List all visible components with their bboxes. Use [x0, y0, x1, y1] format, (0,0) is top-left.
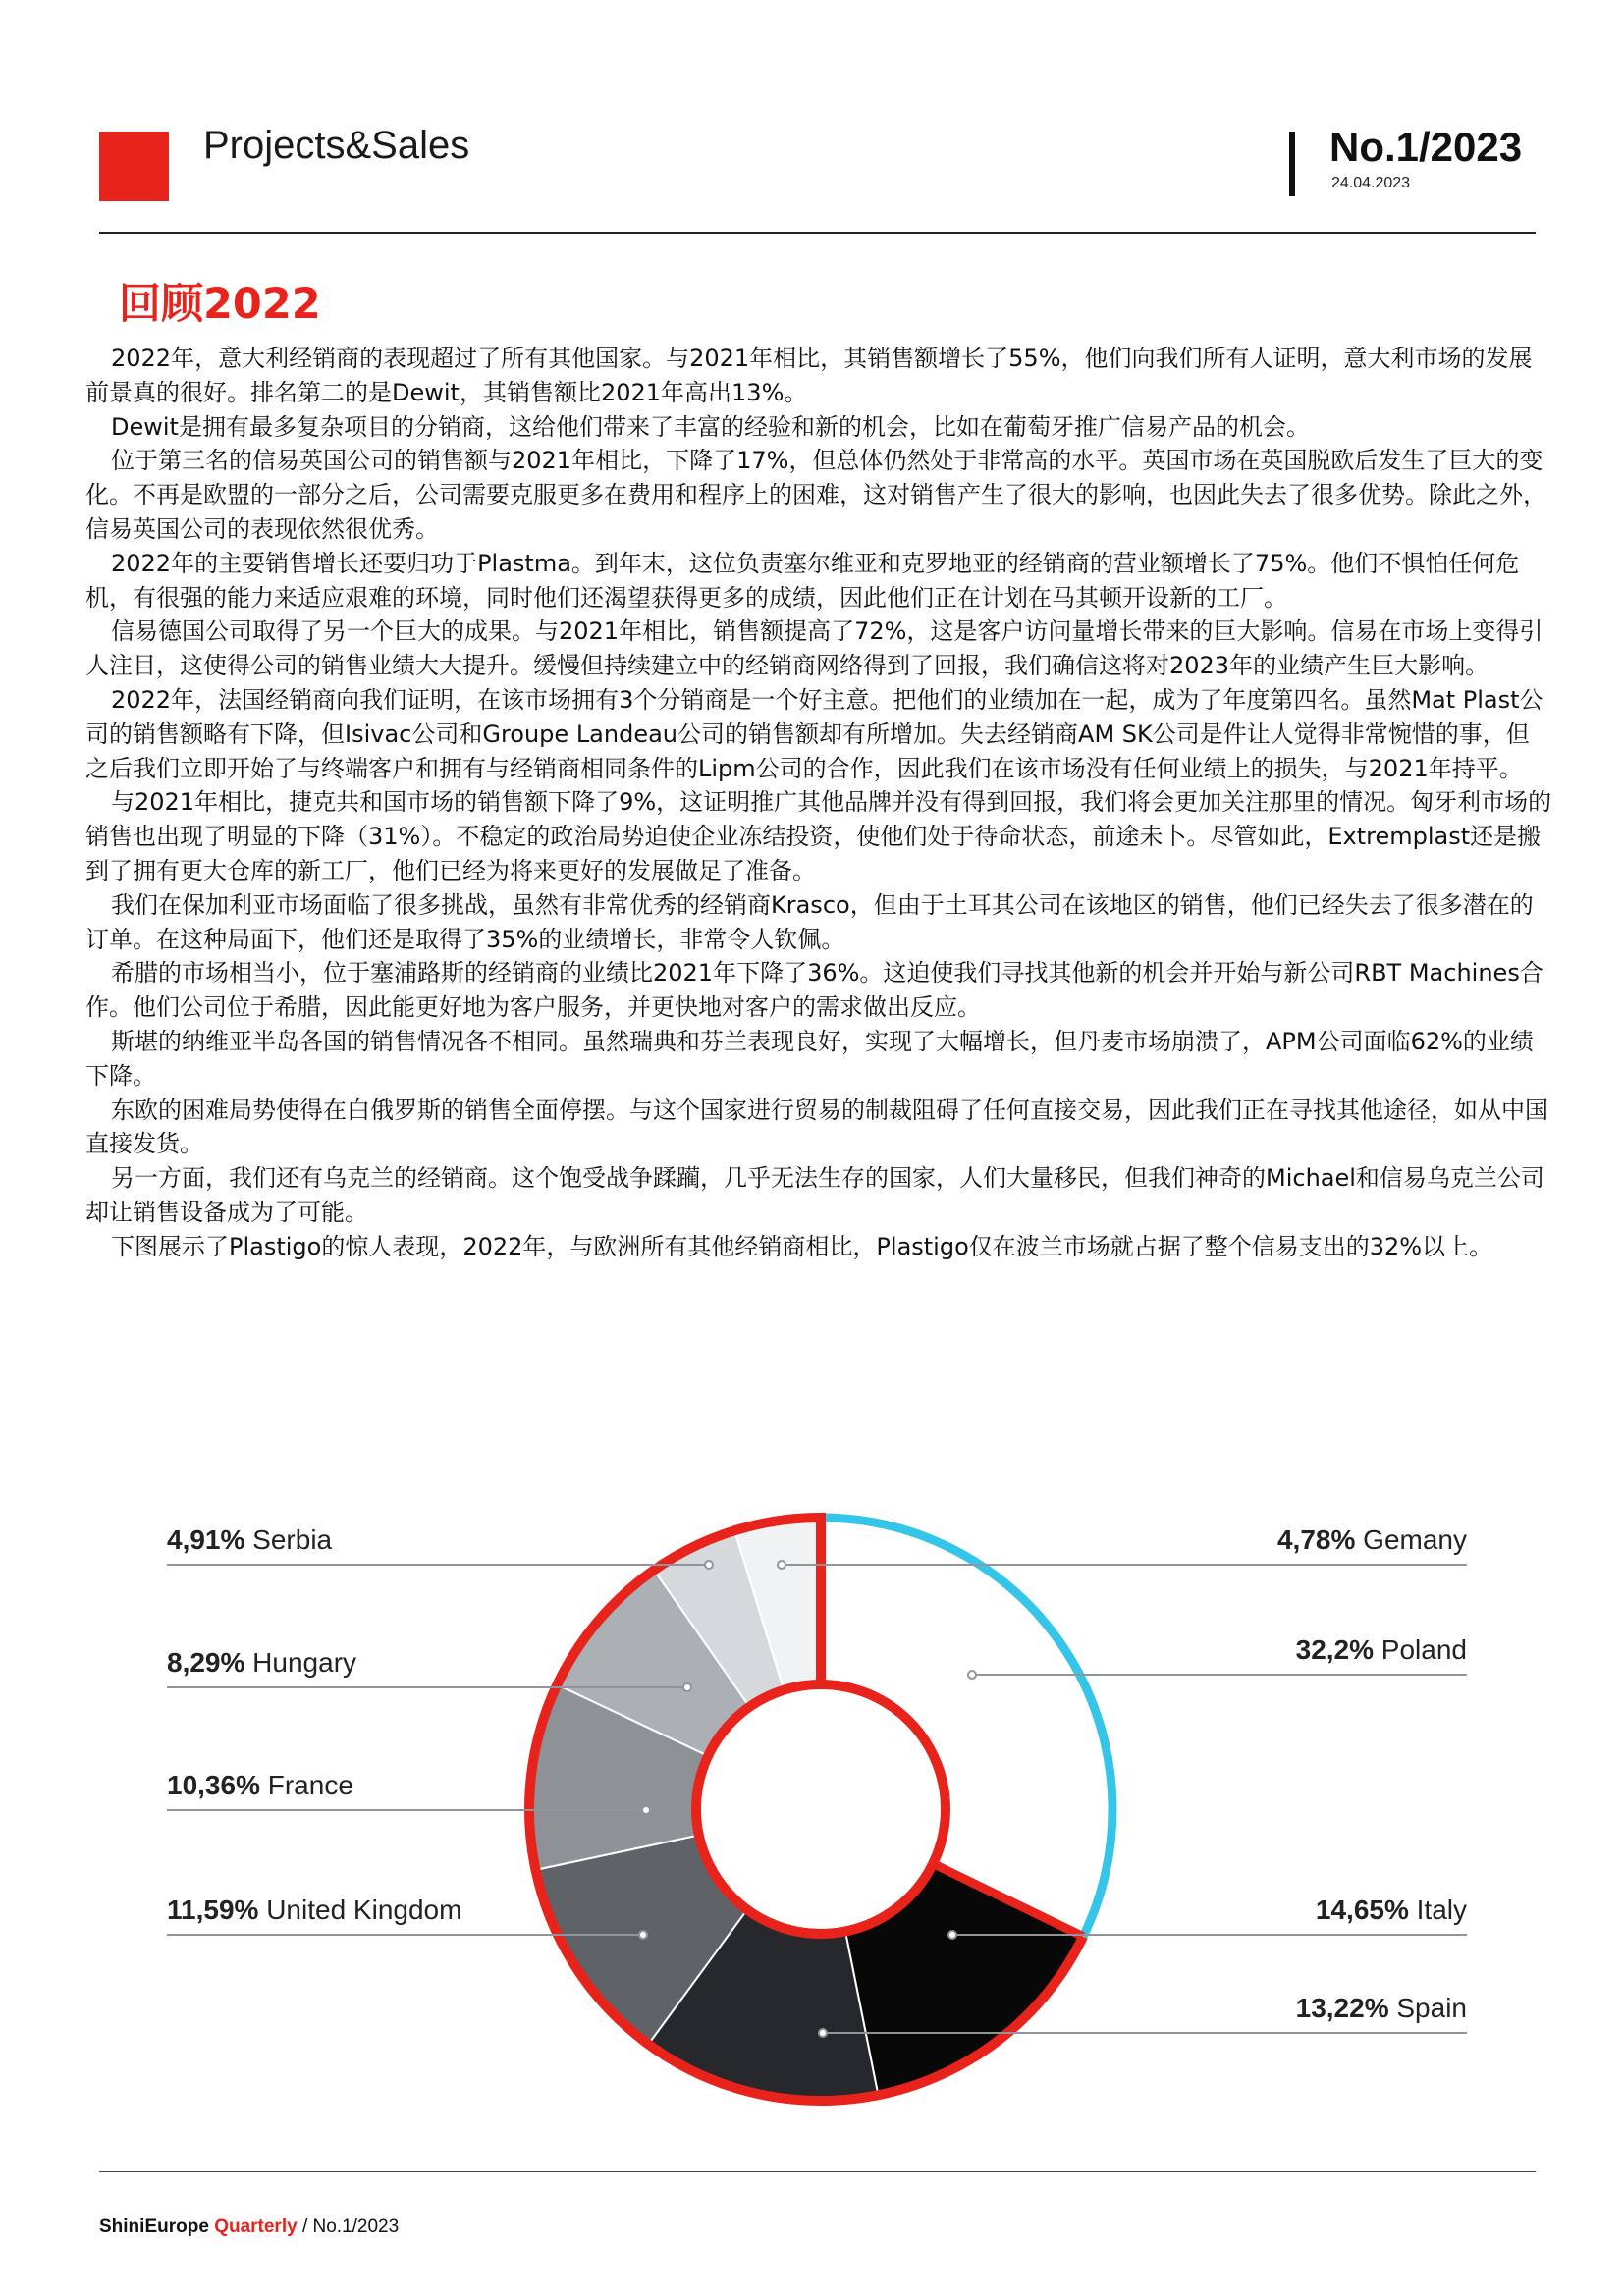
paragraph: 另一方面，我们还有乌克兰的经销商。这个饱受战争蹂躏，几乎无法生存的国家，人们大量移民，但我们神奇的Michael和信易乌克兰公司却让销售设备成为了可能。: [85, 1164, 1544, 1226]
callout-dot: [819, 2029, 827, 2037]
paragraph: 下图展示了Plastigo的惊人表现，2022年，与欧洲所有其他经销商相比，Plastigo仅在波兰市场就占据了整个信易支出的32%以上。: [111, 1232, 1493, 1260]
callout-dot: [968, 1671, 976, 1679]
callout-dot: [948, 1931, 956, 1939]
label-united-kingdom: 11,59% United Kingdom: [167, 1895, 462, 1925]
paragraph: 2022年，意大利经销商的表现超过了所有其他国家。与2021年相比，其销售额增长了55%，他们向我们所有人证明，意大利市场的发展前景真的很好。排名第二的是Dewit，其销售额比2021年高出13%。: [85, 345, 1533, 406]
paragraph: 斯堪的纳维亚半岛各国的销售情况各不相同。虽然瑞典和芬兰表现良好，实现了大幅增长，但丹麦市场崩溃了，APM公司面临62%的业绩下降。: [85, 1027, 1534, 1090]
label-poland: 32,2% Poland: [1295, 1634, 1467, 1665]
footer-brand: ShiniEurope: [99, 2216, 209, 2237]
paragraph: 信易德国公司取得了另一个巨大的成果。与2021年相比，销售额提高了72%，这是客户访问量增长带来的巨大影响。信易在市场上变得引人注目，这使得公司的销售业绩大大提升。缓慢但持续建立中的经销商网络得到了回报，我们确信这将对2023年的业绩产生巨大影响。: [85, 617, 1543, 680]
label-italy: 14,65% Italy: [1315, 1895, 1467, 1925]
callout-dot: [639, 1931, 647, 1939]
label-gemany: 4,78% Gemany: [1276, 1524, 1467, 1555]
label-france: 10,36% France: [167, 1770, 353, 1800]
article-heading: 回顾2022: [119, 280, 321, 329]
header-rule: [99, 232, 1536, 234]
issue-date: 24.04.2023: [1331, 175, 1411, 191]
issue-number: No.1/2023: [1329, 124, 1523, 170]
footer: [99, 2216, 399, 2238]
paragraph: Dewit是拥有最多复杂项目的分销商，这给他们带来了丰富的经验和新的机会，比如在葡萄牙推广信易产品的机会。: [111, 412, 1310, 441]
paragraph: 东欧的困难局势使得在白俄罗斯的销售全面停摆。与这个国家进行贸易的制裁阻碍了任何直接交易，因此我们正在寻找其他途径，如从中国直接发货。: [85, 1095, 1548, 1158]
paragraph: 2022年，法国经销商向我们证明，在该市场拥有3个分销商是一个好主意。把他们的业绩加在一起，成为了年度第四名。虽然Mat Plast公司的销售额略有下降，但Isivac公司和Groupe Landeau公司的销售额却有所增加。失去经销商AM SK公司是件让人觉得非常惋惜的事，但之后我们立即开始了与终端客户和拥有与经销商相同条件的Lipm公司的合作，因此我们在该市场没有任何业绩上的损失，与2021年持平。: [85, 685, 1543, 782]
issue-divider: [1289, 132, 1295, 196]
label-hungary: 8,29% Hungary: [167, 1647, 357, 1678]
footer-issue: / No.1/2023: [297, 2216, 400, 2237]
paragraph: 2022年的主要销售增长还要归功于Plastma。到年末，这位负责塞尔维亚和克罗地亚的经销商的营业额增长了75%。他们不惧怕任何危机，有很强的能力来适应艰难的环境，同时他们还渴望获得更多的成绩，因此他们正在计划在马其顿开设新的工厂。: [85, 549, 1520, 612]
donut-hole: [696, 1684, 946, 1934]
callout-dot: [642, 1806, 650, 1814]
label-serbia: 4,91% Serbia: [167, 1524, 333, 1555]
footer-rule: [99, 2171, 1536, 2172]
section-title: Projects&Sales: [203, 124, 470, 167]
paragraph: 位于第三名的信易英国公司的销售额与2021年相比，下降了17%，但总体仍然处于非常高的水平。英国市场在英国脱欧后发生了巨大的变化。不再是欧盟的一部分之后，公司需要克服更多在费用和程序上的困难，这对销售产生了很大的影响，也因此失去了很多优势。除此之外，信易英国公司的表现依然很优秀。: [85, 447, 1546, 543]
paragraph: 希腊的市场相当小，位于塞浦路斯的经销商的业绩比2021年下降了36%。这迫使我们寻找其他新的机会并开始与新公司RBT Machines合作。他们公司位于希腊，因此能更好地为客户服务，并更快地对客户的需求做出反应。: [85, 959, 1543, 1022]
label-spain: 13,22% Spain: [1295, 1993, 1467, 2023]
brand-red-square: [99, 132, 169, 201]
footer-series: Quarterly: [214, 2216, 298, 2237]
article-body: [85, 342, 1552, 1264]
callout-dot: [683, 1683, 691, 1691]
callout-dot: [705, 1561, 713, 1569]
paragraph: 与2021年相比，捷克共和国市场的销售额下降了9%，这证明推广其他品牌并没有得到回报，我们将会更加关注那里的情况。匈牙利市场的销售也出现了明显的下降（31%）。不稳定的政治局势迫使企业冻结投资，使他们处于待命状态，前途未卜。尽管如此，Extremplast还是搬到了拥有更大仓库的新工厂，他们已经为将来更好的发展做足了准备。: [85, 788, 1552, 884]
paragraph: 我们在保加利亚市场面临了很多挑战，虽然有非常优秀的经销商Krasco，但由于土耳其公司在该地区的销售，他们已经失去了很多潜在的订单。在这种局面下，他们还是取得了35%的业绩增长，非常令人钦佩。: [85, 890, 1534, 953]
callout-dot: [778, 1561, 785, 1569]
sales-donut-chart: [0, 1472, 1624, 2120]
